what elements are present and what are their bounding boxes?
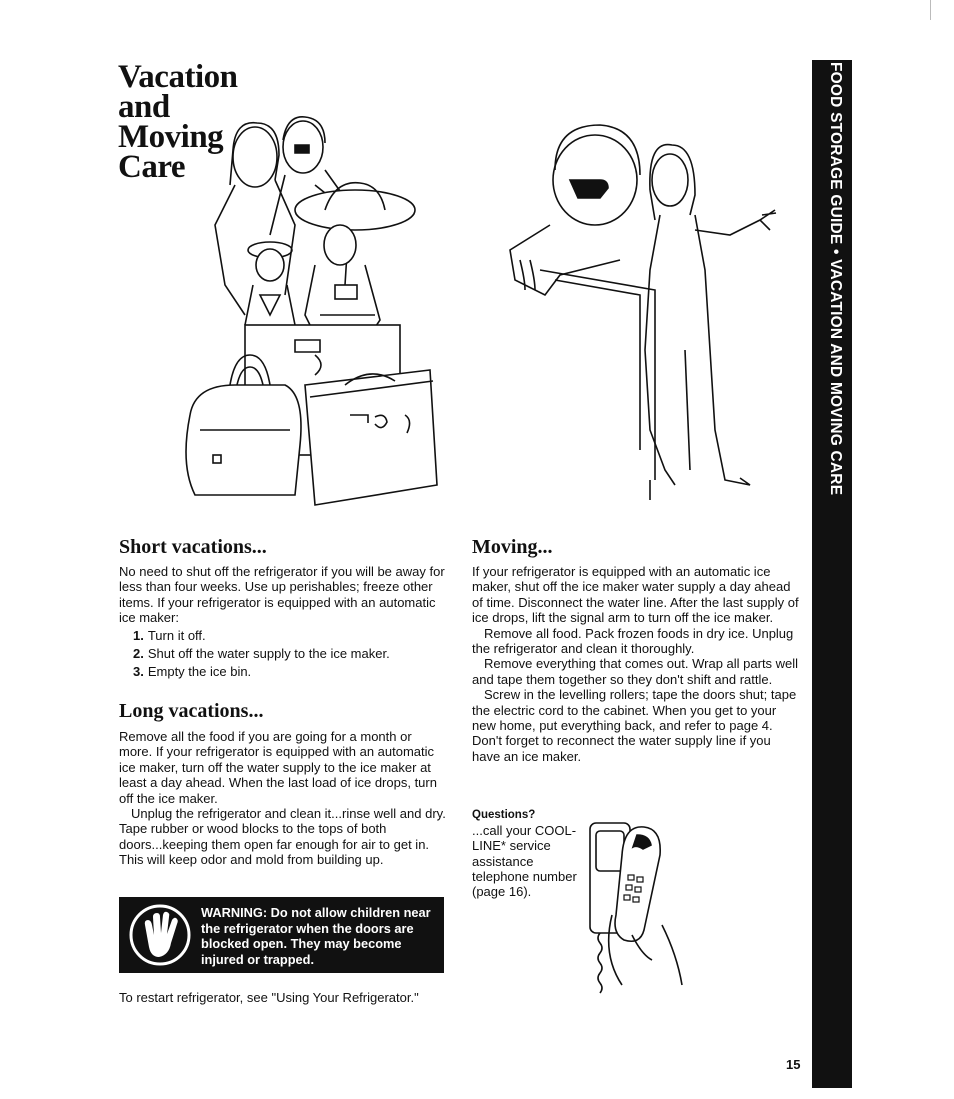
page-number: 15 (786, 1057, 801, 1072)
questions-section (472, 808, 582, 899)
step-text: Shut off the water supply to the ice maker. (147, 646, 390, 662)
short-vacations-intro: No need to shut off the refrigerator if you will be away for less than four weeks. Use up perishables; freeze other items. If your refrigerator is equipped with an automatic ice maker: (119, 564, 445, 626)
stop-hand-icon (129, 903, 191, 967)
title-line: and (118, 89, 170, 125)
telephone-illustration (582, 815, 692, 1000)
short-vacations-heading: Short vacations... (119, 536, 267, 558)
title-line: Care (118, 149, 186, 185)
section-side-tab (812, 60, 852, 1088)
step-number: 1. (133, 627, 144, 643)
list-item (133, 628, 447, 643)
restart-note: To restart refrigerator, see "Using Your Refrigerator." (119, 990, 419, 1005)
step-text: Empty the ice bin. (147, 664, 252, 680)
step-number: 2. (133, 646, 144, 662)
questions-text: ...call your COOL-LINE* service assistance telephone number (page 16). (472, 823, 577, 900)
short-vacations-section (119, 564, 447, 683)
long-vacations-heading: Long vacations... (119, 700, 264, 722)
long-vacations-para: Remove all the food if you are going for a month or more. If your refrigerator is equipped with an automatic ice maker, turn off the water supply to the ice maker at least a day ahead. When the last load of ice drops, turn off the ice maker. (119, 729, 437, 806)
moving-refrigerator-illustration (500, 100, 790, 500)
title-line: Vacation (118, 59, 238, 95)
family-luggage-illustration (175, 85, 450, 525)
moving-para: Remove all food. Pack frozen foods in dry ice. Unplug the refrigerator and clean it thoroughly. (472, 625, 794, 657)
list-item (133, 646, 447, 661)
moving-para: Remove everything that comes out. Wrap all parts well and tape them together so they don't shift and rattle. (472, 656, 799, 687)
step-number: 3. (133, 664, 144, 680)
list-item (133, 664, 447, 679)
short-vacations-steps (133, 628, 447, 680)
long-vacations-section (119, 729, 447, 868)
moving-para: If your refrigerator is equipped with an automatic ice maker, shut off the ice maker water supply a day ahead of time. Disconnect the water line. After the last supply of ice drops, lift the signal arm to turn off the ice maker. (472, 564, 799, 626)
warning-text: WARNING: Do not allow children near the refrigerator when the doors are blocked open. They may become injured or trapped. (201, 905, 431, 967)
questions-heading: Questions? (472, 809, 536, 821)
warning-box (119, 897, 444, 973)
side-tab-label: FOOD STORAGE GUIDE • VACATION AND MOVING CARE (827, 62, 844, 496)
moving-para: Screw in the levelling rollers; tape the doors shut; tape the electric cord to the cabinet. When you get to your new home, put everything back, and refer to page 4. Don't forget to reconnect the water supply line if you have an ice maker. (472, 687, 797, 764)
corner-mark (930, 0, 931, 20)
moving-heading: Moving... (472, 536, 553, 558)
step-text: Turn it off. (147, 627, 206, 643)
long-vacations-para: Unplug the refrigerator and clean it...rinse well and dry. Tape rubber or wood blocks to the tops of both doors...keeping them open far enough for air to get in. This will keep odor and mold from building up. (119, 806, 446, 868)
moving-section (472, 564, 802, 764)
title-line: Moving (118, 119, 224, 155)
